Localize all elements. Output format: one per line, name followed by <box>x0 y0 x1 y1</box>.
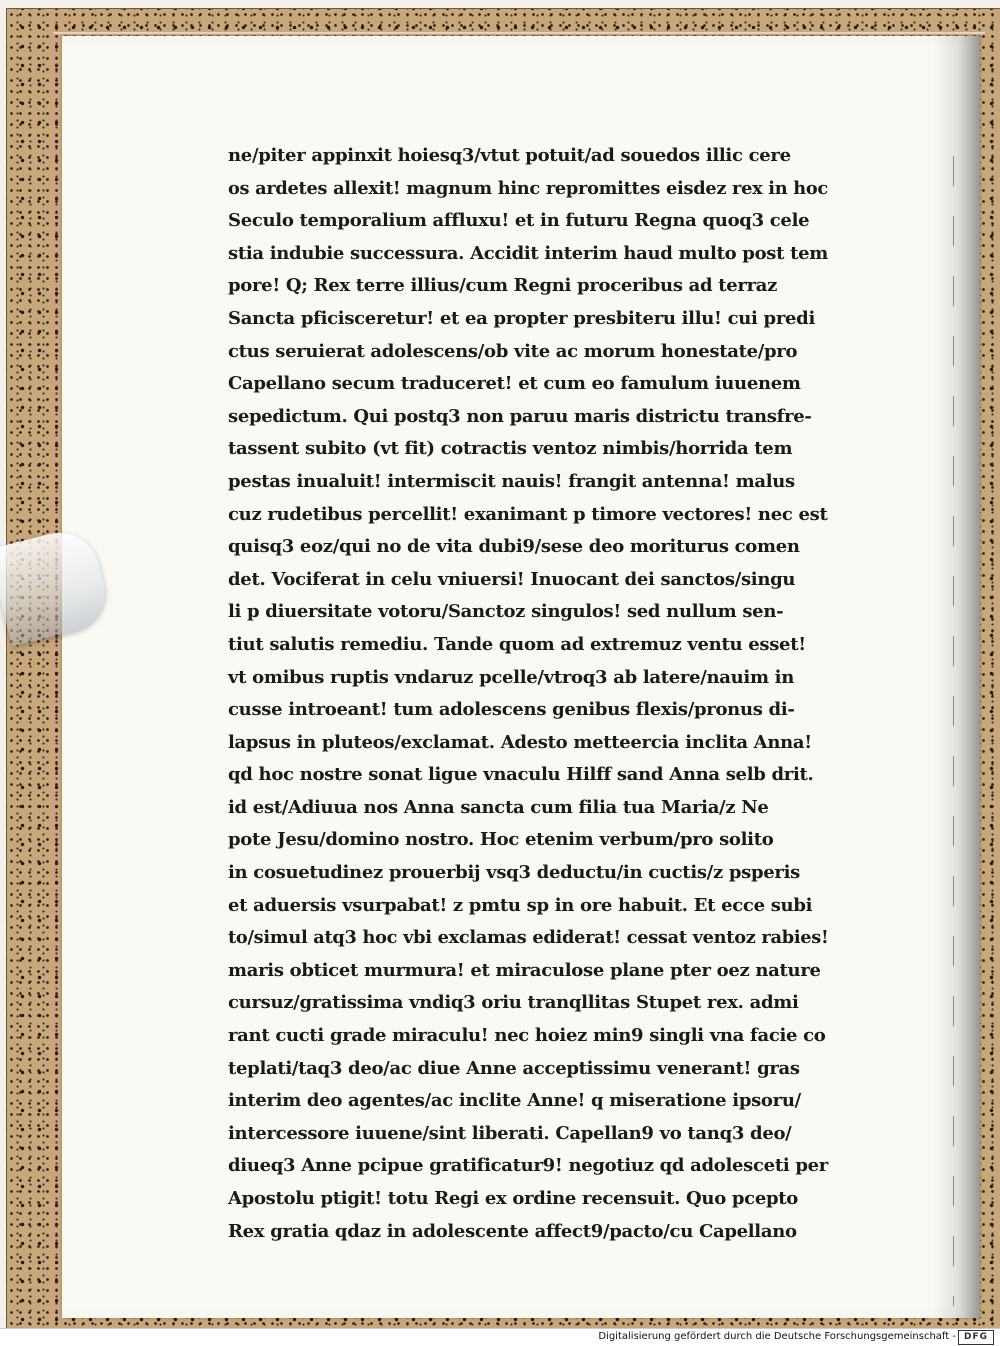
text-line: diueq3 Anne pcipue gratificatur9! negotiuz qd adolesceti per <box>228 1155 828 1177</box>
text-line: tassent subito (vt fit) cotractis ventoz nimbis/horrida tem <box>228 438 793 460</box>
text-line: pore! Q; Rex terre illius/cum Regni proceribus ad terraz <box>228 275 778 297</box>
text-line: teplati/taq3 deo/ac diue Anne acceptissimu venerant! gras <box>228 1057 800 1079</box>
footer-bar <box>0 1328 1000 1346</box>
text-line: Seculo temporalium affluxu! et in futuru Regna quoq3 cele <box>228 210 810 232</box>
text-line: det. Vociferat in celu vniuersi! Inuocant dei sanctos/singu <box>228 568 796 590</box>
text-line: tiut salutis remediu. Tande quom ad extremuz ventu esset! <box>228 633 806 655</box>
text-line: in cosuetudinez prouerbij vsq3 deductu/in cuctis/z psperis <box>228 862 800 884</box>
text-line: stia indubie successura. Accidit interim haud multo post tem <box>228 242 829 264</box>
text-line: id est/Adiuua nos Anna sancta cum filia tua Maria/z Ne <box>228 796 769 818</box>
text-line: Sancta pficisceretur! et ea propter presbiteru illu! cui predi <box>228 307 815 329</box>
text-line: li p diuersitate votoru/Sanctoz singulos! sed nullum sen- <box>228 601 784 623</box>
text-line: pestas inualuit! intermiscit nauis! frangit antenna! malus <box>228 470 795 492</box>
text-line: to/simul atq3 hoc vbi exclamas ediderat! cessat ventoz rabies! <box>228 927 829 949</box>
text-line: Capellano secum traduceret! et cum eo famulum iuuenem <box>228 373 801 395</box>
text-line: lapsus in pluteos/exclamat. Adesto metteercia inclita Anna! <box>228 731 812 753</box>
funding-credit: Digitalisierung gefördert durch die Deutsche Forschungsgemeinschaft - <box>598 1331 956 1342</box>
text-line: interim deo agentes/ac inclite Anne! q miseratione ipsoru/ <box>228 1090 801 1112</box>
spine-gutter <box>932 36 980 1318</box>
text-line: vt omibus ruptis vndaruz pcelle/vtroq3 ab latere/nauim in <box>228 666 795 688</box>
text-line: cursuz/gratissima vndiq3 oriu tranqllitas Stupet rex. admi <box>228 992 799 1014</box>
text-line: quisq3 eoz/qui no de vita dubi9/sese deo moriturus comen <box>228 536 800 558</box>
text-line: Rex gratia qdaz in adolescente affect9/pacto/cu Capellano <box>228 1220 797 1242</box>
blackletter-text-block <box>228 140 828 1248</box>
text-line: intercessore iuuene/sint liberati. Capellan9 vo tanq3 deo/ <box>228 1122 792 1144</box>
text-line: cusse introeant! tum adolescens genibus flexis/pronus di- <box>228 699 795 721</box>
text-line: cuz rudetibus percellit! exanimant p timore vectores! nec est <box>228 503 828 525</box>
text-line: pote Jesu/domino nostro. Hoc etenim verbum/pro solito <box>228 829 774 851</box>
text-line: maris obticet murmura! et miraculose plane pter oez nature <box>228 959 821 981</box>
dfg-logo-icon: DFG <box>958 1330 994 1345</box>
binding-thread <box>953 156 954 1306</box>
text-line: ne/piter appinxit hoiesq3/vtut potuit/ad souedos illic cere <box>228 145 791 166</box>
text-line: Apostolu ptigit! totu Regi ex ordine recensuit. Quo pcepto <box>228 1188 798 1209</box>
text-line: os ardetes allexit! magnum hinc repromittes eisdez rex in hoc <box>228 177 828 199</box>
text-line: qd hoc nostre sonat ligue vnaculu Hilff sand Anna selb drit. <box>228 764 814 786</box>
text-line: sepedictum. Qui postq3 non paruu maris districtu transfre- <box>228 405 812 427</box>
text-line: et aduersis vsurpabat! z pmtu sp in ore habuit. Et ecce subi <box>228 894 813 916</box>
text-line: ctus seruierat adolescens/ob vite ac morum honestate/pro <box>228 340 798 362</box>
text-line: rant cucti grade miraculu! nec hoiez min9 singli vna facie co <box>228 1025 826 1047</box>
